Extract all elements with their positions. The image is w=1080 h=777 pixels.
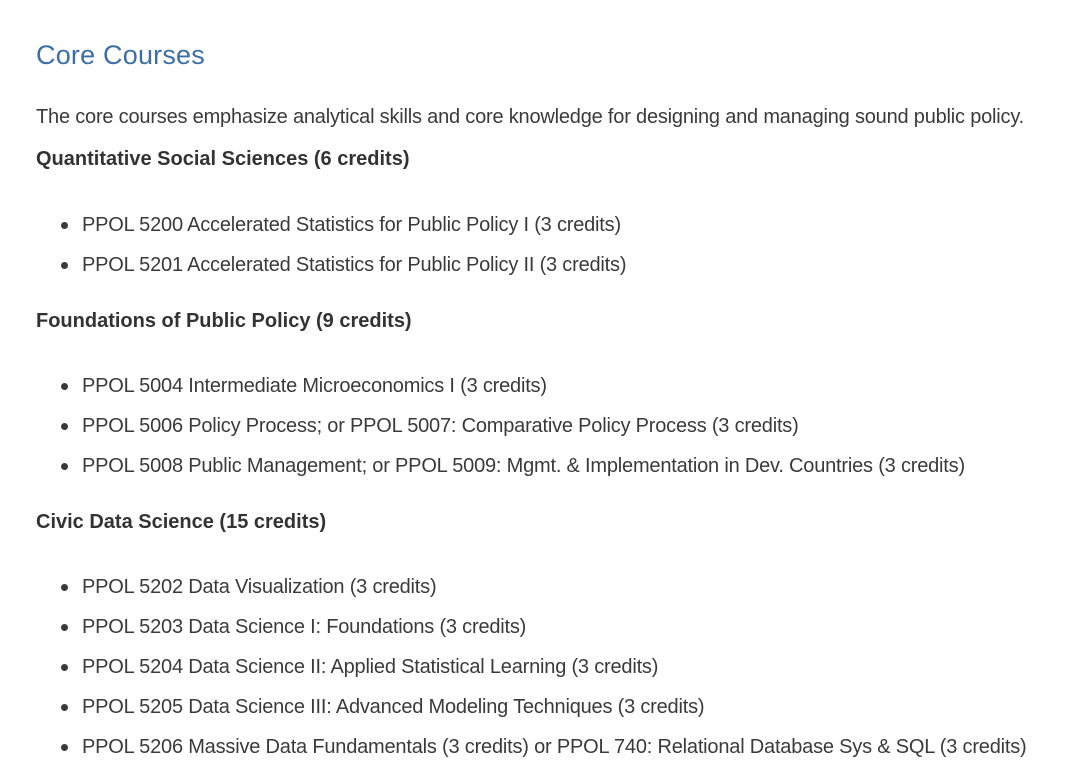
bullet-icon xyxy=(61,423,68,430)
list-item xyxy=(36,412,965,452)
bullet-icon xyxy=(61,383,68,390)
course-label: PPOL 5201 Accelerated Statistics for Public Policy II (3 credits) xyxy=(82,254,627,276)
list-item xyxy=(36,372,965,412)
section-heading-quantitative-social-sciences: Quantitative Social Sciences (6 credits) xyxy=(36,148,410,170)
bullet-icon xyxy=(61,624,68,631)
course-label: PPOL 5206 Massive Data Fundamentals (3 credits) or PPOL 740: Relational Database Sys & SQL (3 credits) xyxy=(82,736,1027,758)
list-item xyxy=(36,613,1027,653)
bullet-icon xyxy=(61,664,68,671)
course-label: PPOL 5205 Data Science III: Advanced Modeling Techniques (3 credits) xyxy=(82,696,705,718)
course-label: PPOL 5200 Accelerated Statistics for Public Policy I (3 credits) xyxy=(82,214,621,236)
course-label: PPOL 5203 Data Science I: Foundations (3 credits) xyxy=(82,616,527,638)
bullet-icon xyxy=(61,463,68,470)
bullet-icon xyxy=(61,744,68,751)
course-label: PPOL 5202 Data Visualization (3 credits) xyxy=(82,576,437,598)
course-list-civic-data-science xyxy=(36,573,1027,773)
list-item xyxy=(36,211,626,251)
list-item xyxy=(36,653,1027,693)
intro-paragraph: The core courses emphasize analytical skills and core knowledge for designing and managing sound public policy. xyxy=(36,106,1025,128)
bullet-icon xyxy=(61,222,68,229)
list-item xyxy=(36,251,626,291)
course-label: PPOL 5006 Policy Process; or PPOL 5007: Comparative Policy Process (3 credits) xyxy=(82,415,799,437)
list-item xyxy=(36,573,1027,613)
course-list-foundations-of-public-policy xyxy=(36,372,965,492)
list-item xyxy=(36,733,1027,773)
bullet-icon xyxy=(61,584,68,591)
section-heading-civic-data-science: Civic Data Science (15 credits) xyxy=(36,511,327,533)
section-heading-foundations-of-public-policy: Foundations of Public Policy (9 credits) xyxy=(36,310,412,332)
course-list-quantitative-social-sciences xyxy=(36,211,626,291)
course-label: PPOL 5004 Intermediate Microeconomics I (3 credits) xyxy=(82,375,547,397)
list-item xyxy=(36,452,965,492)
bullet-icon xyxy=(61,704,68,711)
course-label: PPOL 5008 Public Management; or PPOL 5009: Mgmt. & Implementation in Dev. Countries (3 credits) xyxy=(82,455,965,477)
list-item xyxy=(36,693,1027,733)
bullet-icon xyxy=(61,262,68,269)
page-title: Core Courses xyxy=(36,40,205,71)
course-label: PPOL 5204 Data Science II: Applied Statistical Learning (3 credits) xyxy=(82,656,659,678)
